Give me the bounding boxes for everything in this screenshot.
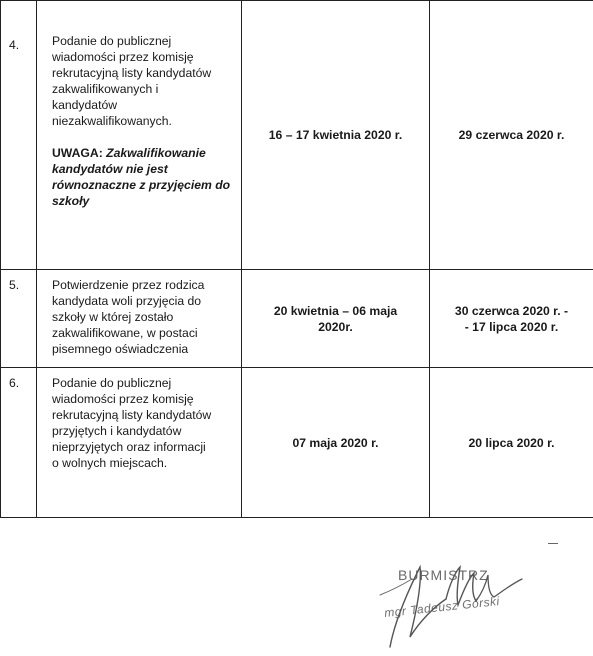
table-row <box>1 1 593 270</box>
row-number: 4. <box>1 1 37 270</box>
description-line: Potwierdzenie przez rodzica <box>52 278 205 292</box>
table-row <box>1 368 593 518</box>
warning-label: UWAGA: <box>52 146 103 160</box>
description-line: kandydata woli przyjęcia do <box>52 294 202 308</box>
description-line: wiadomości przez komisję <box>52 50 194 64</box>
date-supplementary-line: 20 lipca 2020 r. <box>468 435 555 450</box>
row-description <box>37 270 242 368</box>
signature-stamp <box>360 555 550 650</box>
warning-text: kandydatów nie jest <box>52 162 168 176</box>
warning-note <box>52 145 235 209</box>
date-main-line: 20 kwietnia – 06 maja <box>273 303 398 318</box>
description-line: kandydatów <box>52 98 118 112</box>
description-line: rekrutacyjną listy kandydatów <box>52 66 212 80</box>
date-main-line: 16 – 17 kwietnia 2020 r. <box>268 128 403 142</box>
description-line: przyjętych i kandydatów <box>52 424 182 438</box>
date-supplementary <box>430 1 593 270</box>
description-line: niezakwalifikowanych. <box>52 114 172 128</box>
date-main-line: 07 maja 2020 r. <box>292 435 379 450</box>
row-description <box>37 368 242 518</box>
dash-mark <box>548 543 558 544</box>
date-main <box>242 1 430 270</box>
description-line: pisemnego oświadczenia <box>52 342 189 356</box>
description-line: szkoły w której zostało <box>52 310 174 324</box>
date-supplementary <box>430 368 593 518</box>
description-line: rekrutacyjną listy kandydatów <box>52 408 212 422</box>
row-description <box>37 1 242 270</box>
description-line: wiadomości przez komisję <box>52 392 194 406</box>
description-line: zakwalifikowanych i <box>52 82 159 96</box>
date-main <box>242 270 430 368</box>
description-line: Podanie do publicznej <box>52 376 172 390</box>
warning-text: szkoły <box>52 194 90 208</box>
stamp-title: BURMISTRZ <box>398 567 489 583</box>
table-row <box>1 270 593 368</box>
warning-text: Zakwalifikowanie <box>102 146 206 160</box>
date-main-line: 2020r. <box>318 319 353 334</box>
row-number: 6. <box>1 368 37 518</box>
date-supplementary-line: 30 czerwca 2020 r. - <box>454 303 569 318</box>
date-supplementary-line: - 17 lipca 2020 r. <box>464 319 559 334</box>
stamp-name: mgr Tadeusz Górski <box>383 593 501 621</box>
description-line: zakwalifikowane, w postaci <box>52 326 198 340</box>
description-line: nieprzyjętych oraz informacji <box>52 440 206 454</box>
date-supplementary <box>430 270 593 368</box>
date-main <box>242 368 430 518</box>
row-number: 5. <box>1 270 37 368</box>
description-line: Podanie do publicznej <box>52 34 172 48</box>
date-supplementary-line: 29 czerwca 2020 r. <box>458 128 565 142</box>
handwritten-signature <box>360 555 550 650</box>
warning-text: równoznaczne z przyjęciem do <box>52 178 231 192</box>
description-line: o wolnych miejscach. <box>52 456 168 470</box>
